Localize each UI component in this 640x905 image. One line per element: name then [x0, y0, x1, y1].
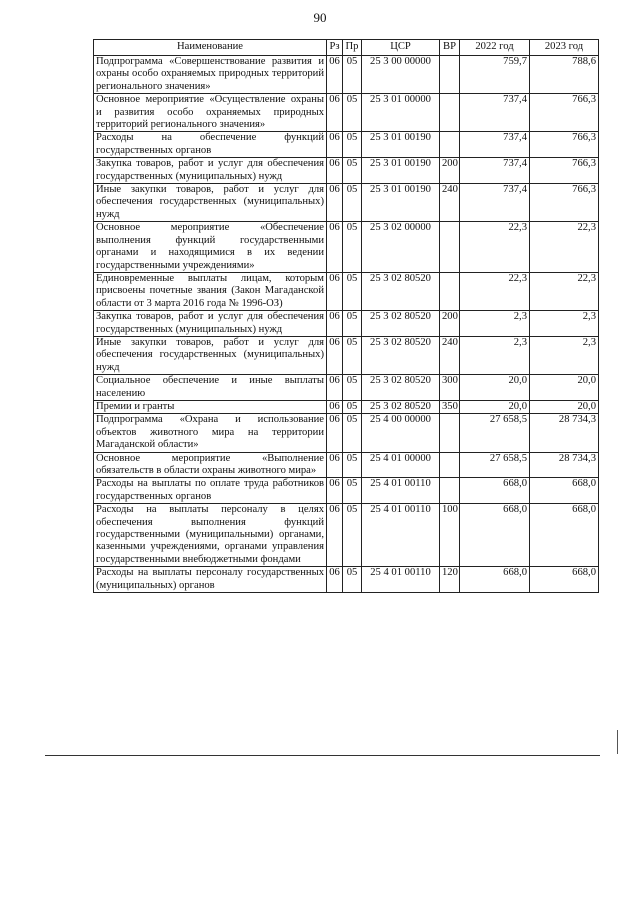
cell-name: Премии и гранты: [94, 400, 327, 413]
cell-vr: [440, 452, 460, 478]
table-row: [94, 452, 599, 478]
cell-vr: 100: [440, 504, 460, 567]
cell-2022: 668,0: [460, 567, 530, 593]
cell-vr: 240: [440, 184, 460, 222]
header-name: Наименование: [94, 40, 327, 56]
cell-csr: 25 4 01 00110: [362, 478, 440, 504]
cell-csr: 25 3 02 00000: [362, 222, 440, 273]
table-row: [94, 272, 599, 310]
cell-vr: 200: [440, 158, 460, 184]
cell-vr: [440, 478, 460, 504]
cell-name: Расходы на выплаты по оплате труда работников государственных органов: [94, 478, 327, 504]
cell-csr: 25 3 02 80520: [362, 400, 440, 413]
cell-csr: 25 3 01 00000: [362, 94, 440, 132]
cell-2023: 20,0: [530, 400, 599, 413]
cell-2023: 22,3: [530, 272, 599, 310]
cell-2023: 766,3: [530, 184, 599, 222]
cell-pr: 05: [343, 158, 362, 184]
cell-csr: 25 3 02 80520: [362, 272, 440, 310]
cell-2023: 788,6: [530, 56, 599, 94]
cell-2022: 22,3: [460, 222, 530, 273]
cell-rz: 06: [327, 478, 343, 504]
cell-pr: 05: [343, 222, 362, 273]
page-number: 90: [313, 10, 327, 25]
cell-name: Основное мероприятие «Осуществление охраны и развития особо охраняемых природных территорий регионального значения»: [94, 94, 327, 132]
cell-rz: 06: [327, 504, 343, 567]
table-row: [94, 414, 599, 452]
cell-rz: 06: [327, 311, 343, 337]
cell-2022: 737,4: [460, 132, 530, 158]
table-row: [94, 222, 599, 273]
cell-2022: 2,3: [460, 336, 530, 374]
cell-2022: 759,7: [460, 56, 530, 94]
cell-2023: 28 734,3: [530, 414, 599, 452]
table-row: [94, 400, 599, 413]
cell-vr: [440, 414, 460, 452]
cell-name: Расходы на выплаты персоналу в целях обеспечения выполнения функций государственными (муниципальными) органами, казенными учреждениями, органами управления государственными внебюджетными фондами: [94, 504, 327, 567]
cell-pr: 05: [343, 336, 362, 374]
cell-2022: 668,0: [460, 478, 530, 504]
cell-rz: 06: [327, 414, 343, 452]
cell-2022: 27 658,5: [460, 414, 530, 452]
table-row: [94, 158, 599, 184]
cell-vr: [440, 272, 460, 310]
table-row: [94, 375, 599, 401]
cell-name: Подпрограмма «Охрана и использование объектов животного мира на территории Магаданской области»: [94, 414, 327, 452]
cell-rz: 06: [327, 94, 343, 132]
cell-2023: 668,0: [530, 478, 599, 504]
cell-rz: 06: [327, 132, 343, 158]
cell-name: Социальное обеспечение и иные выплаты населению: [94, 375, 327, 401]
cell-2022: 668,0: [460, 504, 530, 567]
cell-2022: 737,4: [460, 184, 530, 222]
cell-name: Расходы на выплаты персоналу государственных (муниципальных) органов: [94, 567, 327, 593]
table-row: [94, 504, 599, 567]
cell-rz: 06: [327, 158, 343, 184]
cell-vr: [440, 94, 460, 132]
cell-vr: [440, 132, 460, 158]
cell-csr: 25 3 00 00000: [362, 56, 440, 94]
margin-mark: [617, 730, 618, 754]
table-row: [94, 336, 599, 374]
table-row: [94, 56, 599, 94]
cell-2023: 20,0: [530, 375, 599, 401]
cell-2022: 27 658,5: [460, 452, 530, 478]
cell-name: Единовременные выплаты лицам, которым присвоены почетные звания (Закон Магаданской области от 3 марта 2016 года № 1996-ОЗ): [94, 272, 327, 310]
table-row: [94, 184, 599, 222]
cell-csr: 25 3 02 80520: [362, 375, 440, 401]
cell-csr: 25 3 01 00190: [362, 132, 440, 158]
cell-csr: 25 3 01 00190: [362, 184, 440, 222]
cell-2022: 20,0: [460, 375, 530, 401]
header-2023: 2023 год: [530, 40, 599, 56]
cell-2023: 668,0: [530, 504, 599, 567]
cell-2022: 22,3: [460, 272, 530, 310]
header-2022: 2022 год: [460, 40, 530, 56]
table-row: [94, 94, 599, 132]
cell-csr: 25 3 02 80520: [362, 311, 440, 337]
cell-name: Расходы на обеспечение функций государственных органов: [94, 132, 327, 158]
cell-vr: 240: [440, 336, 460, 374]
cell-pr: 05: [343, 375, 362, 401]
cell-pr: 05: [343, 414, 362, 452]
cell-2023: 668,0: [530, 567, 599, 593]
cell-rz: 06: [327, 336, 343, 374]
cell-csr: 25 3 01 00190: [362, 158, 440, 184]
cell-rz: 06: [327, 272, 343, 310]
header-vr: ВР: [440, 40, 460, 56]
cell-2023: 22,3: [530, 222, 599, 273]
cell-name: Основное мероприятие «Выполнение обязательств в области охраны животного мира»: [94, 452, 327, 478]
cell-rz: 06: [327, 567, 343, 593]
table-row: [94, 311, 599, 337]
budget-table: [93, 39, 599, 593]
cell-csr: 25 4 01 00000: [362, 452, 440, 478]
cell-csr: 25 3 02 80520: [362, 336, 440, 374]
cell-csr: 25 4 01 00110: [362, 567, 440, 593]
cell-2023: 2,3: [530, 311, 599, 337]
cell-pr: 05: [343, 311, 362, 337]
cell-2022: 2,3: [460, 311, 530, 337]
cell-pr: 05: [343, 400, 362, 413]
cell-pr: 05: [343, 184, 362, 222]
cell-name: Иные закупки товаров, работ и услуг для обеспечения государственных (муниципальных) нужд: [94, 336, 327, 374]
cell-pr: 05: [343, 272, 362, 310]
cell-vr: 120: [440, 567, 460, 593]
cell-rz: 06: [327, 400, 343, 413]
cell-pr: 05: [343, 567, 362, 593]
cell-2023: 766,3: [530, 158, 599, 184]
bottom-rule: [45, 755, 600, 756]
cell-name: Подпрограмма «Совершенствование развития и охраны особо охраняемых природных территорий регионального значения»: [94, 56, 327, 94]
table-row: [94, 478, 599, 504]
cell-vr: [440, 56, 460, 94]
cell-pr: 05: [343, 56, 362, 94]
cell-name: Иные закупки товаров, работ и услуг для обеспечения государственных (муниципальных) нужд: [94, 184, 327, 222]
cell-pr: 05: [343, 478, 362, 504]
cell-rz: 06: [327, 56, 343, 94]
cell-2023: 766,3: [530, 132, 599, 158]
cell-2023: 28 734,3: [530, 452, 599, 478]
cell-rz: 06: [327, 452, 343, 478]
cell-pr: 05: [343, 132, 362, 158]
cell-2022: 20,0: [460, 400, 530, 413]
cell-name: Закупка товаров, работ и услуг для обеспечения государственных (муниципальных) нужд: [94, 311, 327, 337]
cell-csr: 25 4 01 00110: [362, 504, 440, 567]
header-csr: ЦСР: [362, 40, 440, 56]
cell-vr: 200: [440, 311, 460, 337]
cell-vr: 300: [440, 375, 460, 401]
cell-2023: 2,3: [530, 336, 599, 374]
table-header-row: [94, 40, 599, 56]
cell-rz: 06: [327, 375, 343, 401]
cell-rz: 06: [327, 184, 343, 222]
cell-2022: 737,4: [460, 94, 530, 132]
cell-name: Основное мероприятие «Обеспечение выполнения функций государственными органами и находящимися в их ведении государственными учреждениями»: [94, 222, 327, 273]
cell-name: Закупка товаров, работ и услуг для обеспечения государственных (муниципальных) нужд: [94, 158, 327, 184]
cell-vr: 350: [440, 400, 460, 413]
header-pr: Пр: [343, 40, 362, 56]
cell-2023: 766,3: [530, 94, 599, 132]
table-row: [94, 132, 599, 158]
cell-pr: 05: [343, 452, 362, 478]
cell-rz: 06: [327, 222, 343, 273]
cell-vr: [440, 222, 460, 273]
cell-csr: 25 4 00 00000: [362, 414, 440, 452]
cell-pr: 05: [343, 504, 362, 567]
cell-pr: 05: [343, 94, 362, 132]
cell-2022: 737,4: [460, 158, 530, 184]
header-rz: Рз: [327, 40, 343, 56]
table-row: [94, 567, 599, 593]
